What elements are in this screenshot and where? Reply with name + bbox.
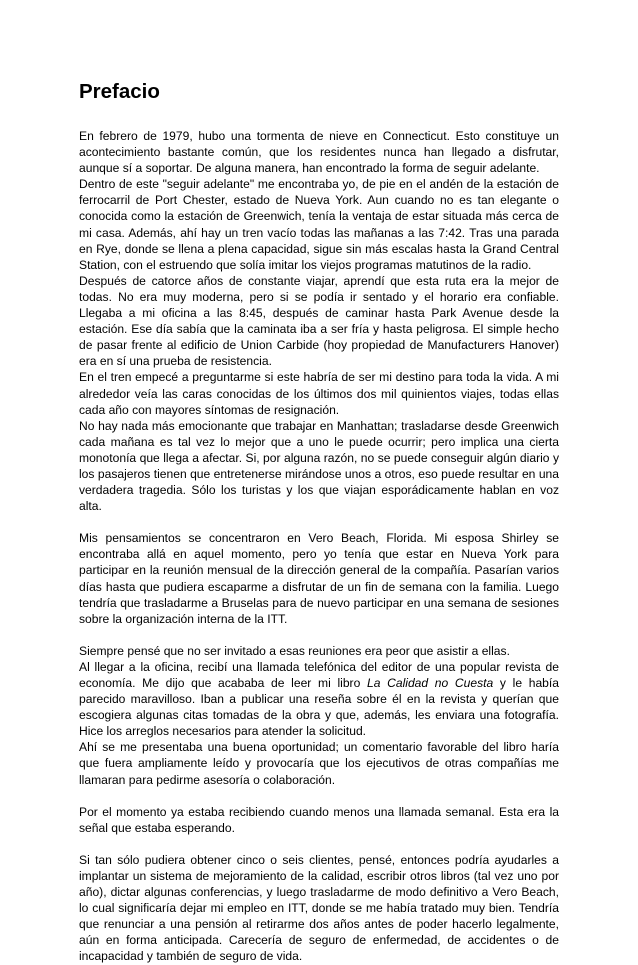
paragraph: En febrero de 1979, hubo una tormenta de nieve en Connecticut. Esto constituye un acontecimiento bastante común, que los residentes nunca han llegado a disfrutar, aunque sí a soportar. De alguna manera, han encontrado la forma de seguir adelante. [79, 129, 559, 176]
paragraph: Dentro de este "seguir adelante" me encontraba yo, de pie en el andén de la estación de ferrocarril de Port Chester, estado de Nueva York. Aun cuando no es tan elegante o conocida como la estación de Greenwich, tenía la ventaja de estar situada más cerca de mi casa. Además, ahí hay un tren vacío todas las mañanas a las 7:42. Tras una parada en Rye, donde se llena a plena capacidad, sigue sin más escalas hasta la Grand Central Station, con el estruendo que solía imitar los viejos programas matutinos de la radio. [79, 177, 559, 272]
page-title: Prefacio [79, 80, 160, 103]
paragraph: No hay nada más emocionante que trabajar en Manhattan; trasladarse desde Greenwich cada mañana es tal vez lo mejor que a uno le puede ocurrir; pero implica una cierta monotonía que llega a afectar. Si, por alguna razón, no se puede conseguir algún diario y los pasajeros tienen que entretenerse mirándose unos a otros, eso puede resultar en una verdadera tragedia. Sólo los turistas y los que viajan esporádicamente hablan en voz alta. [79, 418, 559, 514]
paragraph-with-book-title [79, 659, 559, 739]
paragraph: Ahí se me presentaba una buena oportunidad; un comentario favorable del libro haría que fuera ampliamente leído y provocaría que los ejecutivos de otras compañías me llamaran para pedirme asesoría o colaboración. [79, 740, 559, 787]
paragraph: Por el momento ya estaba recibiendo cuando menos una llamada semanal. Esta era la señal que estaba esperando. [79, 804, 559, 835]
document-body [79, 128, 559, 965]
paragraph: Después de catorce años de constante viajar, aprendí que esta ruta era la mejor de todas. No era muy moderna, pero si se podía ir sentado y el horario era confiable. Llegaba a mi oficina a las 8:45, después de caminar hasta Park Avenue desde la estación. Ese día sabía que la caminata iba a ser fría y hasta peligrosa. El simple hecho de pasar frente al edificio de Union Carbide (hoy propiedad de Manufacturers Hanover) era en sí una prueba de resistencia. [79, 273, 559, 369]
paragraph: Si tan sólo pudiera obtener cinco o seis clientes, pensé, entonces podría ayudarles a implantar un sistema de mejoramiento de la calidad, escribir otros libros (tal vez uno por año), dictar algunas conferencias, y luego trasladarme de modo definitivo a Vero Beach, lo cual significaría dejar mi empleo en ITT, donde se me había tratado muy bien. Tendría que renunciar a una pensión al retirarme dos años antes de poder hacerlo legalmente, aún en forma anticipada. Carecería de seguro de enfermedad, de accidentes o de incapacidad y también de seguro de vida. [79, 852, 559, 964]
paragraph: Siempre pensé que no ser invitado a esas reuniones era peor que asistir a ellas. [79, 643, 510, 658]
paragraph-spacer [79, 627, 559, 643]
paragraph: En el tren empecé a preguntarme si este habría de ser mi destino para toda la vida. A mi alrededor veía las caras conocidas de los últimos dos mil quinientos viajes, todas ellas cada año con mayores síntomas de resignación. [79, 370, 559, 417]
paragraph: Mis pensamientos se concentraron en Vero Beach, Florida. Mi esposa Shirley se encontraba allá en aquel momento, pero yo tenía que estar en Nueva York para participar en la reunión mensual de la dirección general de la compañía. Pasarían varios días hasta que pudiera escaparme a disfrutar de un fin de semana con la familia. Luego tendría que trasladarme a Bruselas para de nuevo participar en una semana de sesiones sobre la organización interna de la ITT. [79, 531, 559, 626]
paragraph-text: y le había parecido maravilloso. Iban a publicar una reseña sobre él en la revista y querían que escogiera algunas citas tomadas de la obra y que, además, les enviara una fotografía. Hice los arreglos necesarios para atender la solicitud. [79, 676, 559, 739]
paragraph-text: Al llegar a la oficina, recibí una llamada telefónica del editor de una popular revista de economía. Me dijo que acababa de leer mi libro [79, 659, 559, 690]
paragraph-spacer [79, 514, 559, 530]
paragraph-spacer [79, 788, 559, 804]
paragraph-spacer [79, 836, 559, 852]
book-title: La Calidad no Cuesta [366, 676, 494, 690]
